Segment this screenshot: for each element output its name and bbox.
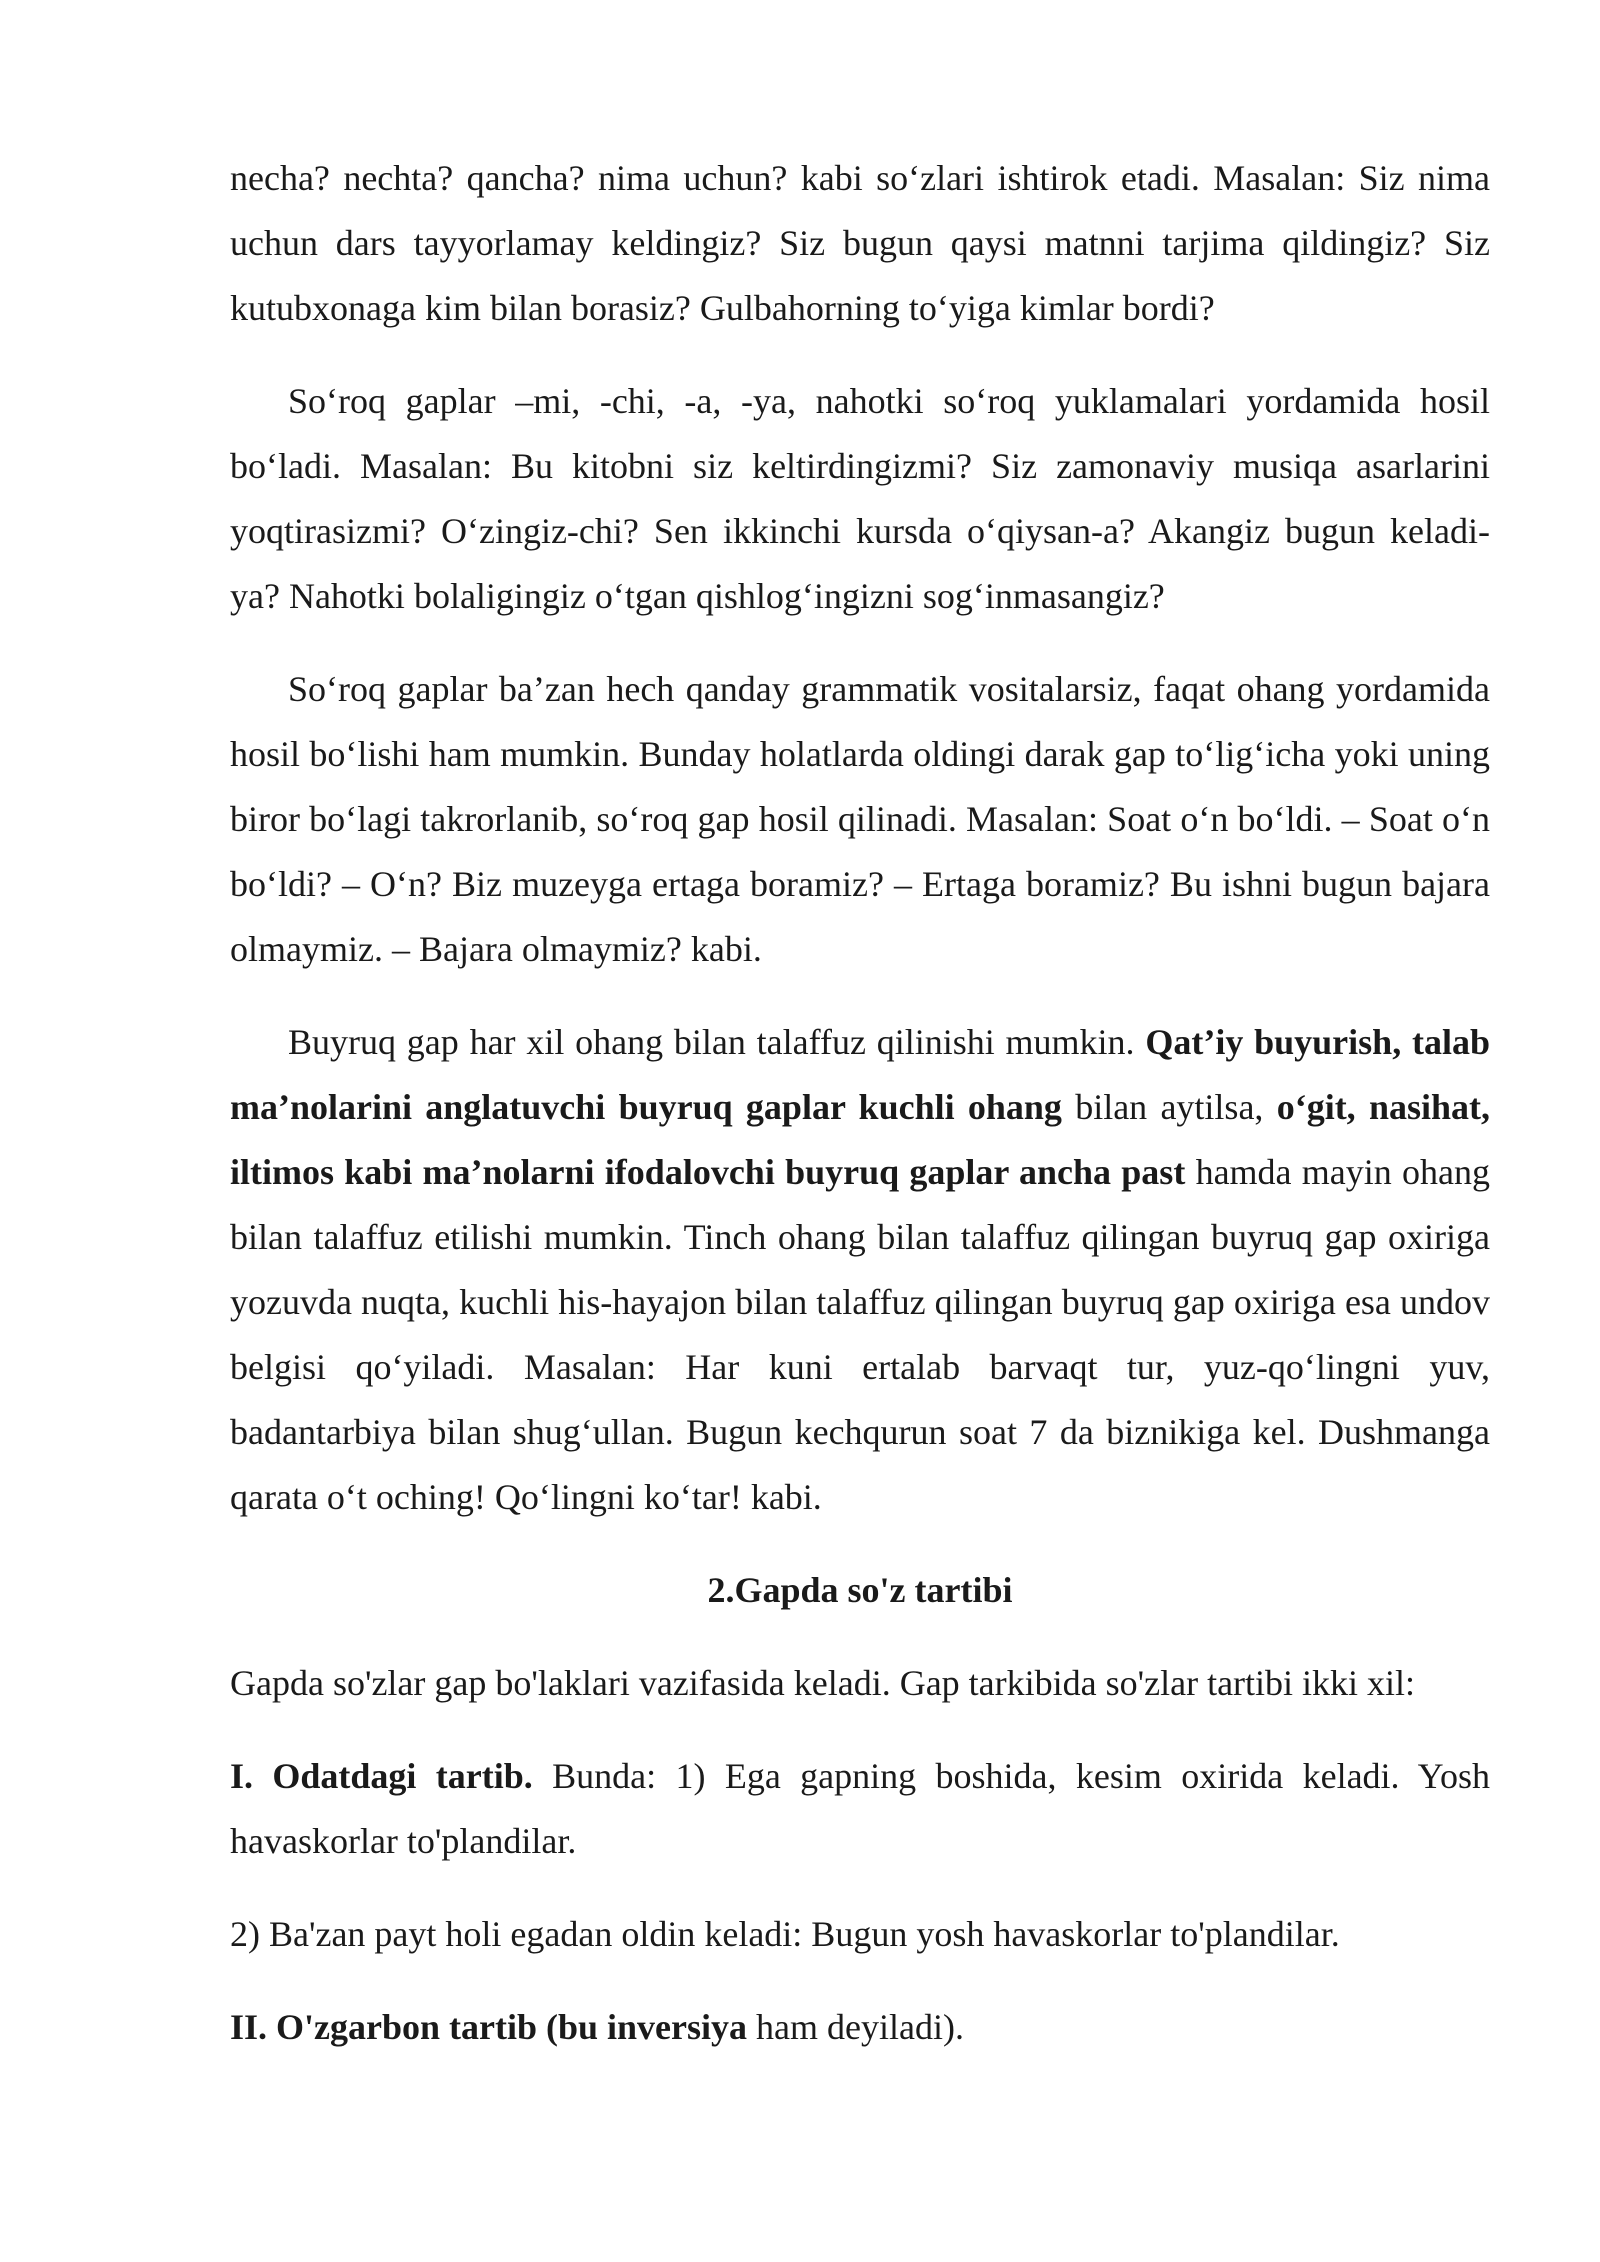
paragraph-intonation-questions: So‘roq gaplar ba’zan hech qanday grammatik vositalarsiz, faqat ohang yordamida hosil bo‘lishi ham mumkin. Bunday holatlarda oldingi darak gap to‘lig‘icha yoki uning biror bo‘lagi takrorlanib, so‘roq gap hosil qilinadi. Masalan: Soat o‘n bo‘ldi. – Soat o‘n bo‘ldi? – O‘n? Biz muzeyga ertaga boramiz? – Ertaga boramiz? Bu ishni bugun bajara olmaymiz. – Bajara olmaymiz? kabi. xyxy=(230,669,1490,969)
paragraph-inverted-order xyxy=(230,1995,1490,2060)
document-page xyxy=(230,146,1490,2088)
text-run: hamda mayin ohang bilan talaffuz etilishi mumkin. Tinch ohang bilan talaffuz qilingan buyruq gap oxiriga yozuvda nuqta, kuchli his-hayajon bilan talaffuz qilingan buyruq gap oxiriga esa undov belgisi qo‘yiladi. Masalan: Har kuni ertalab barvaqt tur, yuz-qo‘lingni yuv, badantarbiya bilan shug‘ullan. Bugun kechqurun soat 7 da biznikiga kel. Dushmanga qarata o‘t oching! Qo‘lingni ko‘tar! kabi. xyxy=(230,1152,1491,1517)
text-run: ham deyiladi). xyxy=(747,2007,964,2047)
section-heading: 2.Gapda so'z tartibi xyxy=(707,1570,1013,1610)
bold-run: Qat’iy buyurish, talab ma’nolarini anglatuvchi buyruq gaplar kuchli ohang xyxy=(230,1022,1490,1127)
bold-run: o‘git, nasihat, iltimos kabi ma’nolarni ifodalovchi buyruq gaplar ancha past xyxy=(230,1087,1490,1192)
bold-run: II. O'zgarbon tartib (bu inversiya xyxy=(230,2007,748,2047)
paragraph-time-adverbial: 2) Ba'zan payt holi egadan oldin keladi: Bugun yosh havaskorlar to'plandilar. xyxy=(230,1914,1340,1954)
text-run: bilan aytilsa, xyxy=(1061,1087,1277,1127)
text-run: Buyruq gap har xil ohang bilan talaffuz qilinishi mumkin. xyxy=(288,1022,1146,1062)
paragraph-question-particles: So‘roq gaplar –mi, -chi, -a, -ya, nahotki so‘roq yuklamalari yordamida hosil bo‘ladi. Masalan: Bu kitobni siz keltirdingizmi? Siz zamonaviy musiqa asarlarini yoqtirasizmi? O‘zingiz-chi? Sen ikkinchi kursda o‘qiysan-a? Akangiz bugun keladi-ya? Nahotki bolaligingiz o‘tgan qishlog‘ingizni sog‘inmasangiz? xyxy=(230,381,1490,616)
paragraph-imperative-sentences xyxy=(230,1010,1490,1530)
bold-run: I. Odatdagi tartib. xyxy=(230,1756,533,1796)
paragraph-word-order-intro: Gapda so'zlar gap bo'laklari vazifasida keladi. Gap tarkibida so'zlar tartibi ikki xil: xyxy=(230,1663,1416,1703)
paragraph-question-words: necha? nechta? qancha? nima uchun? kabi so‘zlari ishtirok etadi. Masalan: Siz nima uchun dars tayyorlamay keldingiz? Siz bugun qaysi matnni tarjima qildingiz? Siz kutubxonaga kim bilan borasiz? Gulbahorning to‘yiga kimlar bordi? xyxy=(230,158,1490,328)
paragraph-usual-order xyxy=(230,1744,1490,1874)
text-run: Bunda: 1) Ega gapning boshida, kesim oxirida keladi. Yosh havaskorlar to'plandilar. xyxy=(230,1756,1490,1861)
